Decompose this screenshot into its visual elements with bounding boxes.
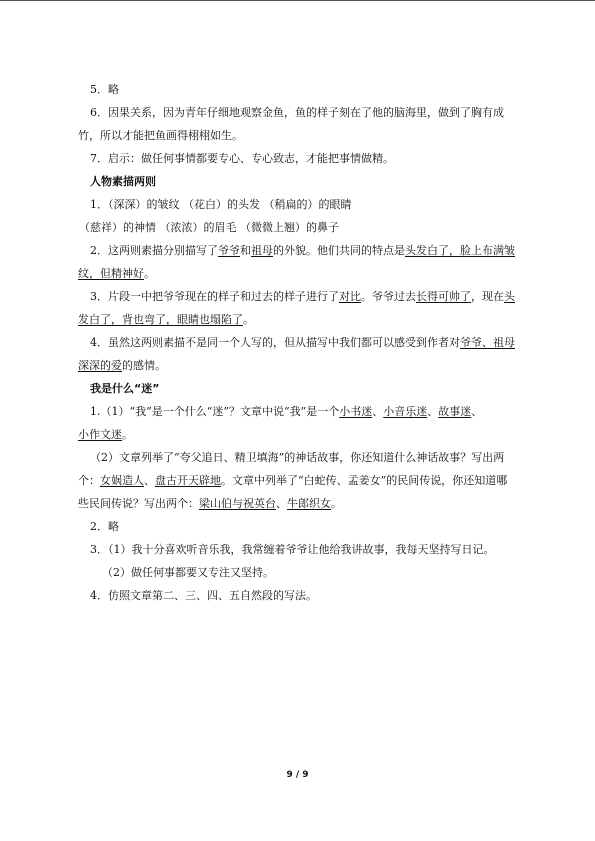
underlined-answer: 头发白了，脸上布满皱 <box>405 244 515 257</box>
answer-portrait-3 <box>78 285 542 308</box>
answer-fan-1-1-line-2 <box>78 423 542 446</box>
answer-fan-1-1 <box>78 400 542 423</box>
answer-6-line-1: 6．因果关系，因为青年仔细地观察金鱼，鱼的样子刻在了他的脑海里，做到了胸有成 <box>90 106 504 119</box>
text: 的外貌。他们共同的特点是 <box>273 244 405 257</box>
text: 1.（1）“我”是一个什么“迷”？文章中说“我”是一个 <box>90 405 340 418</box>
text: 、 <box>372 405 384 418</box>
answer-fan-3-2: （2）做任何事都要又专注又坚持。 <box>102 566 274 579</box>
text: 。 <box>144 267 155 280</box>
answer-portrait-1-line-2 <box>78 216 542 239</box>
text: 、 <box>471 405 483 418</box>
text: 4．虽然这两则素描不是同一个人写的，但从描写中我们都可以感受到作者对 <box>90 336 460 349</box>
text: 。文章中列举了“白蛇传、孟姜女”的民间传说，你还知道哪 <box>221 474 508 487</box>
section-title-fan: 我是什么“迷” <box>90 382 160 395</box>
text: 、 <box>427 405 439 418</box>
answer-7: 7．启示：做任何事情都要专心、专心致志，才能把事情做精。 <box>90 152 394 165</box>
underlined-answer: 女娲造人 <box>100 474 144 487</box>
answer-content <box>78 78 542 607</box>
text: 些民间传说？写出两个： <box>78 497 199 510</box>
answer-fan-2: 2．略 <box>90 520 119 533</box>
answer-6-line-2: 竹，所以才能把鱼画得栩栩如生。 <box>78 129 243 142</box>
answer-fan-1-2: （2）文章列举了“夸父追日、精卫填海”的神话故事，你还知道什么神话故事？写出两 <box>90 451 505 464</box>
text: 。 <box>331 497 342 510</box>
text: 。 <box>243 313 254 326</box>
underlined-answer: 小书迷 <box>339 405 373 418</box>
answer-portrait-4-line-2 <box>78 354 542 377</box>
underlined-answer: 纹，但精神好 <box>78 267 144 280</box>
page-number: 9 / 9 <box>286 770 309 780</box>
answer-portrait-2 <box>78 239 542 262</box>
underlined-answer: 头 <box>504 290 515 303</box>
answer-fan-1-2-line-2 <box>78 469 542 492</box>
text: 。 <box>122 428 133 441</box>
answer-5: 5．略 <box>90 83 119 96</box>
text: 、 <box>276 497 287 510</box>
answer-fan-1-2-line-3 <box>78 492 542 515</box>
underlined-answer: 故事迷 <box>438 405 472 418</box>
answer-portrait-1-row-1: 1．（深深）的皱纹 （花白）的头发 （稍扁的）的眼睛 <box>90 198 352 211</box>
answer-portrait-4 <box>78 331 542 354</box>
underlined-answer: 梁山伯与祝英台 <box>199 497 276 510</box>
text: 3．片段一中把爷爷现在的样子和过去的样子进行了 <box>90 290 339 303</box>
underlined-answer: 长得可帅了 <box>416 290 471 303</box>
underlined-answer: 爷爷、祖母 <box>460 336 515 349</box>
header-rule <box>0 0 595 1</box>
underlined-answer: 对比 <box>339 290 361 303</box>
underlined-answer: 小音乐迷 <box>383 405 428 418</box>
text: ，现在 <box>471 290 504 303</box>
text: 个： <box>78 474 100 487</box>
answer-portrait-1-line-1 <box>78 193 542 216</box>
underlined-answer: 深深的爱 <box>78 359 122 372</box>
answer-fan-3-1: 3．（1）我十分喜欢听音乐我，我常缠着爷爷让他给我讲故事，我每天坚持写日记。 <box>90 543 495 556</box>
text: 。爷爷过去 <box>361 290 416 303</box>
text: 、 <box>144 474 155 487</box>
answer-portrait-2-line-2 <box>78 262 542 285</box>
answer-fan-4: 4．仿照文章第二、三、四、五自然段的写法。 <box>90 589 317 602</box>
text: 的感情。 <box>122 359 166 372</box>
text: 和 <box>240 244 251 257</box>
answer-portrait-1-row-2: （慈祥）的神情 （浓浓）的眉毛 （微微上翘）的鼻子 <box>79 221 339 234</box>
underlined-answer: 祖母 <box>251 244 273 257</box>
section-title-portraits: 人物素描两则 <box>90 175 156 188</box>
underlined-answer: 盘古开天辟地 <box>155 474 221 487</box>
underlined-answer: 爷爷 <box>218 244 240 257</box>
text: 2．这两则素描分别描写了 <box>90 244 218 257</box>
underlined-answer: 小作文迷 <box>78 428 122 441</box>
underlined-answer: 发白了，背也弯了，眼睛也塌陷了 <box>78 313 243 326</box>
answer-portrait-3-line-2 <box>78 308 542 331</box>
underlined-answer: 牛郎织女 <box>287 497 331 510</box>
